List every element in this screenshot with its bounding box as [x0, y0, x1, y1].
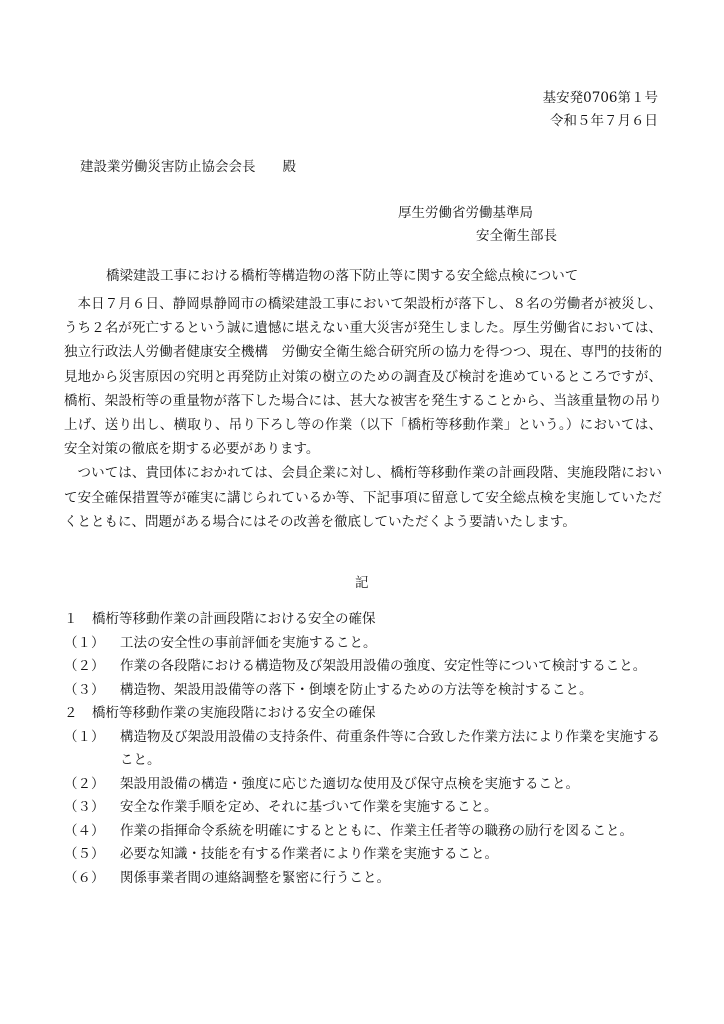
addressee: 建設業労働災害防止協会会長 殿 [80, 159, 296, 175]
item-number: （６） [64, 869, 105, 886]
document-number: 基安発0706第１号 [542, 90, 658, 106]
paragraph: 本日７月６日、静岡県静岡市の橋梁建設工事において架設桁が落下し、８名の労働者が被災し、うち２名が死亡するという誠に遺憾に堪えない重大災害が発生しました。厚生労働省においては、独立行政法人労働者健康安全機構 労働安全衛生総合研究所の協力を得つつ、現在、専門的技術的見地から災害原因の究明と再発防止対策の樹立のための調査及び検討を進めているところですが、橋桁、架設桁等の重量物が落下した場合には、甚大な被害を発生することから、当該重量物の吊り上げ、送り出し、横取り、吊り下ろし等の作業（以下「橋桁等移動作業」という。）においては、安全対策の徹底を期する必要があります。 [64, 296, 662, 458]
sender-department: 安全衛生部長 [476, 228, 557, 244]
section-number: ２ [64, 705, 78, 721]
list-item [64, 796, 664, 820]
item-text: 作業の各段階における構造物及び架設用設備の強度、安定性等について検討すること。 [120, 658, 647, 674]
document-date: 令和５年７月６日 [550, 113, 658, 129]
section-title: 橋桁等移動作業の実施段階における安全の確保 [92, 705, 376, 721]
list-item [64, 820, 664, 844]
paragraph: ついては、貴団体におかれては、会員企業に対し、橋桁等移動作業の計画段階、実施段階において安全確保措置等が確実に講じられているか等、下記事項に留意して安全総点検を実施していただくとともに、問題がある場合にはその改善を徹底していただくよう要請いたします。 [64, 465, 662, 530]
item-number: （２） [64, 775, 105, 792]
sender-organization: 厚生労働省労働基準局 [398, 205, 533, 221]
list-item [64, 867, 664, 891]
section-heading [64, 702, 664, 726]
item-text: 架設用設備の構造・強度に応じた適切な使用及び保守点検を実施すること。 [120, 775, 579, 792]
item-number: （４） [64, 822, 105, 839]
item-text: 必要な知識・技能を有する作業者により作業を実施すること。 [120, 846, 498, 862]
section-number: １ [64, 611, 78, 627]
item-text: 関係事業者間の連絡調整を緊密に行うこと。 [120, 869, 390, 886]
item-text: 構造物及び架設用設備の支持条件、荷重条件等に合致した作業方法により作業を実施すること。 [120, 728, 660, 768]
list-item [64, 773, 664, 797]
list-item [64, 655, 664, 679]
document-subject: 橋梁建設工事における橋桁等構造物の落下防止等に関する安全総点検について [106, 268, 579, 284]
item-text: 構造物、架設用設備等の落下・倒壊を防止するための方法等を検討すること。 [120, 681, 593, 698]
list-item [64, 679, 664, 703]
item-text: 工法の安全性の事前評価を実施すること。 [120, 634, 377, 651]
ki-heading: 記 [355, 575, 369, 591]
list-item [64, 632, 664, 656]
item-number: （１） [64, 634, 105, 651]
item-number: （１） [64, 728, 105, 745]
list-item [64, 726, 664, 773]
section-title: 橋桁等移動作業の計画段階における安全の確保 [92, 611, 376, 627]
item-number: （２） [64, 658, 105, 674]
item-number: （５） [64, 846, 105, 862]
list-item [64, 843, 664, 867]
item-text: 安全な作業手順を定め、それに基づいて作業を実施すること。 [120, 799, 498, 815]
body-text [64, 292, 662, 534]
item-text: 作業の指揮命令系統を明確にするとともに、作業主任者等の職務の励行を図ること。 [120, 822, 633, 839]
item-list [64, 608, 664, 890]
section-heading [64, 608, 664, 632]
item-number: （３） [64, 799, 105, 815]
item-number: （３） [64, 681, 105, 698]
